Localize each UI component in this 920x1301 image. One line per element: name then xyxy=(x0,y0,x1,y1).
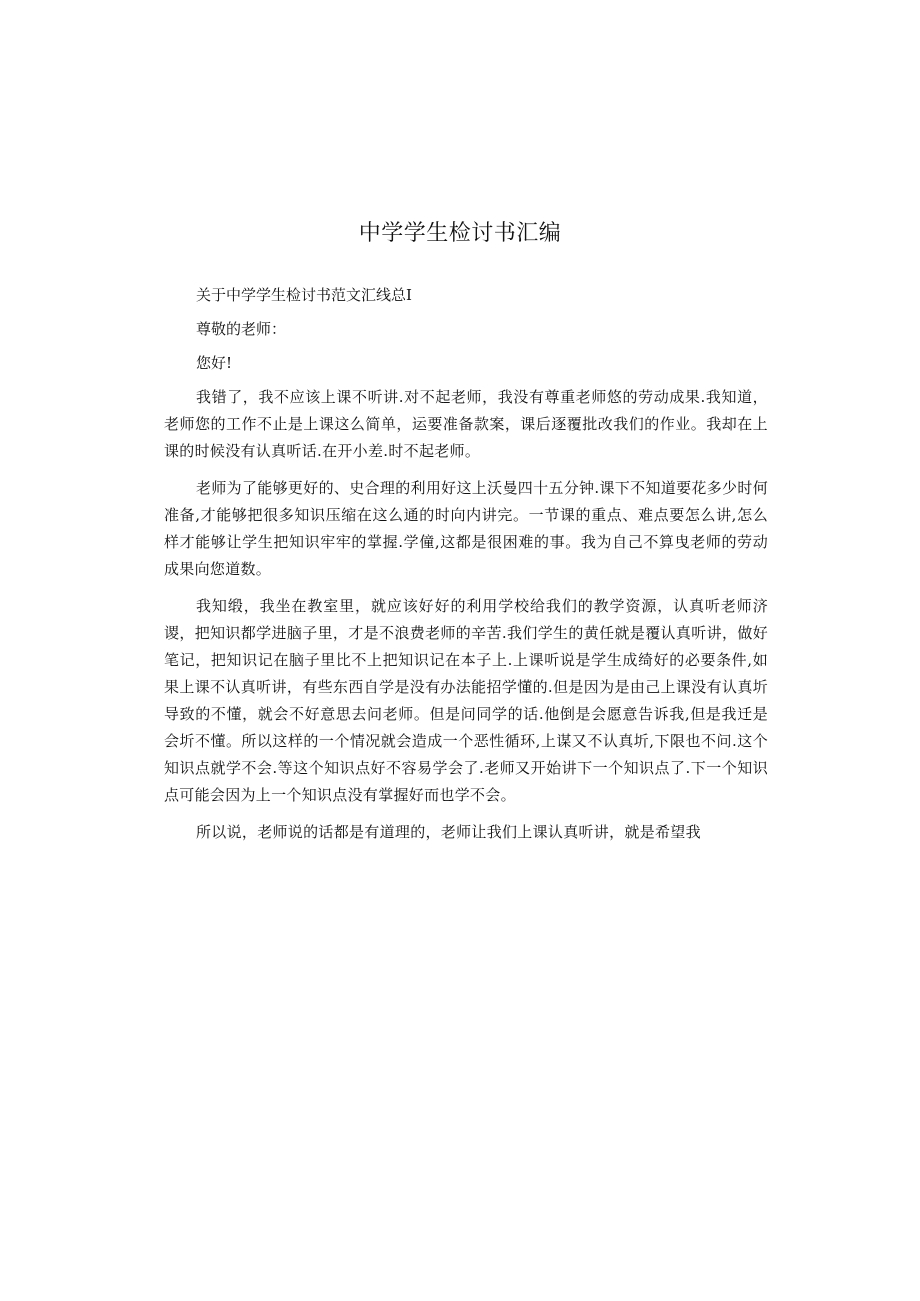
paragraph-3: 我知缎，我坐在教室里，就应该好好的利用学校给我们的教学资源，认真听老师济谡，把知识都学进脑子里，才是不浪费老师的辛苦.我们学生的黄任就是覆认真听讲，做好笔记，把知识记在脑子里比不上把知识记在本子上.上课听说是学生成绮好的必要条件,如果上课不认真听讲，有些东西自学是没有办法能招学懂的.但是因为是由己上课没有认真圻导致的不懂，就会不好意思去问老师。但是问同学的话.他倒是会愿意告诉我,但是我迁是会圻不懂。所以这样的一个情况就会造成一个恶性循环,上谋又不认真圻,下限也不问.这个知识点就学不会.等这个知识点好不容易学会了.老师又开始讲下一个知识点了.下一个知识点可能会因为上一个知识点没有掌握好而也学不会。 xyxy=(164,597,768,804)
paragraph-2: 老师为了能够更好的、史合理的利用好这上沃曼四十五分钟.课下不知道要花多少时何准备,才能够把很多知识压缩在这么通的时向内讲完。一节课的重点、难点要怎么讲,怎么样才能够让学生把知识牢牢的掌握.学僮,这都是很困难的事。我为自己不算曳老师的劳动成果向您道数。 xyxy=(164,479,768,578)
document-subtitle: 关于中学学生检讨书范文汇线总I xyxy=(196,286,412,304)
document-body xyxy=(164,282,768,856)
paragraph-4: 所以说，老师说的话都是有道理的，老师让我们上课认真听讲，就是希望我 xyxy=(196,823,701,841)
salutation: 尊敬的老师： xyxy=(196,320,287,338)
document-title: 中学学生检讨书汇编 xyxy=(358,221,562,246)
greeting: 您好! xyxy=(196,354,233,372)
paragraph-1: 我错了，我不应该上课不听讲.对不起老师，我没有尊重老师悠的劳动成果.我知道，老师您的工作不止是上课这么简单，运要准备款案，课后逐覆批改我们的作业。我却在上课的时候没有认真听话.在开小差.时不起老师。 xyxy=(164,388,768,460)
